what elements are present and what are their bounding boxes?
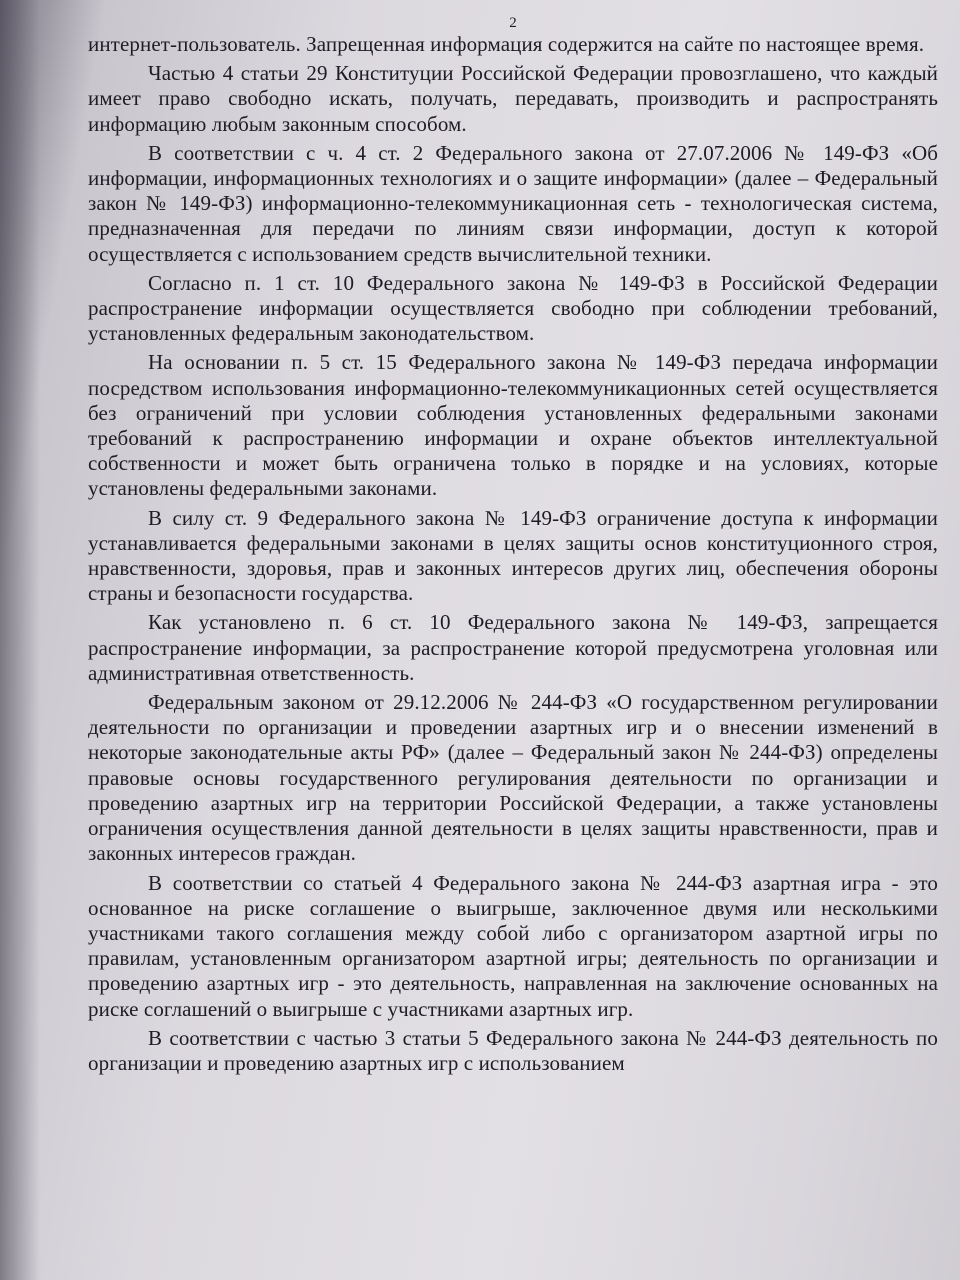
paragraph-3: В соответствии с ч. 4 ст. 2 Федерального закона от 27.07.2006 № 149-ФЗ «Об информации, информационных технологиях и о защите информации» (далее – Федеральный закон № 149-ФЗ) информационно-телекоммуникационная сеть - технологическая система, предназначенная для передачи по линиям связи информации, доступ к которой осуществляется с использованием средств вычислительной техники. bbox=[88, 140, 938, 266]
paragraph-8: Федеральным законом от 29.12.2006 № 244-ФЗ «О государственном регулировании деятельности по организации и проведении азартных игр и о внесении изменений в некоторые законодательные акты РФ» (далее – Федеральный закон № 244-ФЗ) определены правовые основы государственного регулирования деятельности по организации и проведению азартных игр на территории Российской Федерации, а также установлены ограничения осуществления данной деятельности в целях защиты нравственности, прав и законных интересов граждан. bbox=[88, 690, 938, 866]
paragraph-9: В соответствии со статьей 4 Федерального закона № 244-ФЗ азартная игра - это основанное на риске соглашение о выигрыше, заключенное двумя или несколькими участниками такого соглашения между собой либо с организатором азартной игры по правилам, установленным организатором азартной игры; деятельность по организации и проведению азартных игр - это деятельность, направленная на заключение основанных на риске соглашений о выигрыше с участниками азартных игр. bbox=[88, 870, 938, 1021]
paragraph-6: В силу ст. 9 Федерального закона № 149-ФЗ ограничение доступа к информации устанавливается федеральными законами в целях защиты основ конституционного строя, нравственности, здоровья, прав и законных интересов других лиц, обеспечения обороны страны и безопасности государства. bbox=[88, 505, 938, 606]
paragraph-4: Согласно п. 1 ст. 10 Федерального закона № 149-ФЗ в Российской Федерации распространение информации осуществляется свободно при соблюдении требований, установленных федеральным законодательством. bbox=[88, 270, 938, 346]
paragraph-10: В соответствии с частью 3 статьи 5 Федерального закона № 244-ФЗ деятельность по организации и проведению азартных игр с использованием bbox=[88, 1025, 938, 1075]
page-shadow bbox=[0, 0, 40, 1280]
document-page bbox=[88, 14, 938, 1274]
paragraph-5: На основании п. 5 ст. 15 Федерального закона № 149-ФЗ передача информации посредством использования информационно-телекоммуникационных сетей осуществляется без ограничений при условии соблюдения установленных федеральными законами требований к распространению информации и охране объектов интеллектуальной собственности и может быть ограничена только в порядке и на условиях, которые установлены федеральными законами. bbox=[88, 350, 938, 501]
paragraph-2: Частью 4 статьи 29 Конституции Российской Федерации провозглашено, что каждый имеет право свободно искать, получать, передавать, производить и распространять информацию любым законным способом. bbox=[88, 61, 938, 136]
paragraph-1: интернет-пользователь. Запрещенная информация содержится на сайте по настоящее время. bbox=[88, 32, 925, 56]
page-number: 2 bbox=[509, 15, 517, 31]
paragraph-7: Как установлено п. 6 ст. 10 Федерального закона № 149-ФЗ, запрещается распространение информации, за распространение которой предусмотрена уголовная или административная ответственность. bbox=[88, 610, 938, 685]
